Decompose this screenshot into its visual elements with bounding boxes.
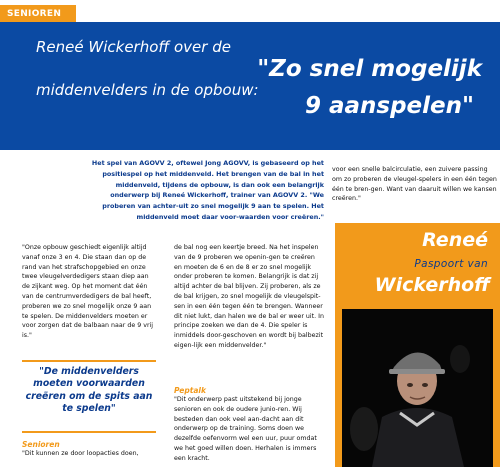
headline-line2: 9 aanspelen": [304, 93, 474, 119]
headline-line1: "Zo snel mogelijk: [257, 56, 482, 82]
passport-last-name: Wickerhoff: [374, 274, 490, 296]
section-tab: SENIOREN: [0, 5, 76, 22]
right-column-text: voor een snelle balcirculatie, een zuivere passing om zo proberen de vleugel-spelers in een één tegen één te bren-gen. Want van daaruit willen we kansen creëren.": [332, 166, 497, 203]
coach-photo: [342, 309, 493, 467]
column2-text: de bal nog een keertje breed. Na het inspelen van de 9 proberen we openin-gen te creëren en moeten de 6 en de 8 er zo snel mogelijk onder proberen te komen. Belangrijk is dat zij altijd achter de bal blijven. Zij proberen, als ze de bal krijgen, zo snel mogelijk de vleugelspit-sen in een één tegen één te brengen. Wanneer dit niet lukt, dan halen we de bal er weer uit. In principe zoeken we dan de 4. Die speler is inmiddels door-geschoven en wordt bij balbezit eigen-lijk een middenvelder.": [174, 244, 324, 349]
column2-continued: "Dit onderwerp past uitstekend bij jonge senioren en ook de oudere junio-ren. Wij besteden dan ook veel aan-dacht aan dit onderwerp op de training. Soms doen we dezelfde oefenvorm wel een uur, puur omdat we het goed willen doen. Herhalen is immers een kracht.: [174, 396, 317, 462]
banner-kicker-line2: middenvelders in de opbouw:: [36, 81, 259, 99]
coach-photo-illustration: [342, 309, 493, 467]
intro-paragraph: Het spel van AGOVV 2, oftewel Jong AGOVV, is gebaseerd op het positiespel op het middenveld. Het brengen van de bal in het middenveld, tijdens de opbouw, is dan ook een belangrijk onderwerp bij Reneé Wickerhoff, trainer van AGOVV 2. "We proberen van achter-uit zo snel mogelijk 9 aan te spelen. Het middenveld moet daar voor-waarden voor creëren.": [91, 159, 324, 221]
title-banner: [0, 22, 500, 150]
passport-box: [335, 223, 500, 467]
column1-text: "Onze opbouw geschiedt eigenlijk altijd vanaf onze 3 en 4. Die staan dan op de rand van het strafschopgebied en onze twee vleugelverdedigers staan diep aan de zijkant weg. Op het moment dat één van de centrumverdedigers de bal heeft, proberen we zo snel mogelijk onze 9 aan te spelen. De middenvelders moeten er voor zorgen dat de balbaan naar de 9 vrij is.": [22, 244, 154, 340]
subhead-peptalk: Peptalk: [174, 386, 206, 395]
banner-kicker-line1: Reneé Wickerhoff over de: [36, 38, 231, 56]
pull-quote: "De middenvelders moeten voorwaarden creëren om de spits aan te spelen": [22, 360, 156, 433]
column1-continued: "Dit kunnen ze door loopacties doen,: [22, 450, 139, 457]
passport-label: Paspoort van: [414, 258, 488, 270]
passport-first-name: Reneé: [422, 229, 488, 251]
subhead-senioren: Senioren: [22, 440, 60, 449]
